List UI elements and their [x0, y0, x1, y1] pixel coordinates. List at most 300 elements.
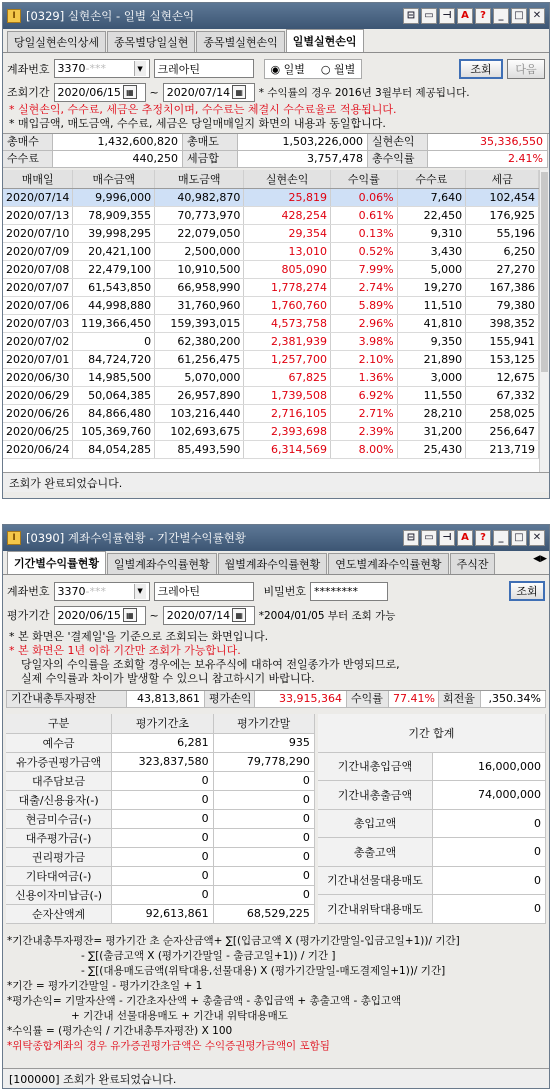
table-cell: 8.00% [330, 440, 397, 458]
note-settlement: * 본 화면은 '결제일'을 기준으로 조회되는 화면입니다. [9, 630, 269, 643]
summary-grid [3, 133, 549, 168]
table-cell: 3,430 [397, 242, 466, 260]
table-cell: 61,256,475 [155, 350, 244, 368]
note-diff: 실제 수익률과 차이가 발생할 수 있으니 참고하시기 바랍니다. [21, 672, 315, 685]
sell-total-value: 1,503,226,000 [238, 134, 368, 151]
table-cell: 0 [213, 847, 314, 866]
tab-bar [3, 551, 549, 575]
chevron-down-icon[interactable]: ▼ [134, 61, 146, 76]
table-cell: 1.36% [330, 368, 397, 386]
table-cell: 61,543,850 [73, 278, 155, 296]
period-row [3, 81, 549, 103]
table-cell: 0 [112, 866, 213, 885]
table-cell: 총입고액 [318, 809, 433, 838]
window-realized-pnl [2, 2, 550, 499]
close-icon[interactable]: ✕ [529, 530, 545, 546]
chevron-left-icon[interactable]: ◀ [533, 554, 541, 564]
table-cell: 41,810 [397, 314, 466, 332]
tab-stock-balance[interactable]: 주식잔 [450, 553, 496, 574]
table-row [6, 866, 314, 885]
table-row[interactable] [3, 296, 539, 314]
turnover-label: 회전율 [439, 691, 481, 708]
account-name-field [154, 582, 254, 601]
table-row[interactable] [3, 350, 539, 368]
table-cell: 11,550 [397, 386, 466, 404]
table-cell: 2020/07/02 [3, 332, 73, 350]
font-icon[interactable]: A [457, 8, 473, 24]
table-cell: 0 [433, 809, 546, 838]
balance-section [6, 714, 546, 924]
minimize-icon[interactable]: _ [493, 530, 509, 546]
table-cell: 2,381,939 [244, 332, 331, 350]
formula-line: + 기간내 선물대용매도 + 기간내 위탁대용매도 [71, 1009, 288, 1022]
table-cell: 16,000,000 [433, 752, 546, 781]
table-cell: 119,366,450 [73, 314, 155, 332]
formula-line: *수익률 = (평가손익 / 기간내총투자평잔) X 100 [7, 1024, 233, 1037]
date-from-value: 2020/06/15 [57, 608, 121, 622]
table-cell: 대주담보금 [6, 771, 112, 790]
table-row[interactable] [3, 440, 539, 458]
table-cell: 13,010 [244, 242, 331, 260]
table-cell: 70,773,970 [155, 206, 244, 224]
table-cell: 428,254 [244, 206, 331, 224]
period-label: 조회기간 [7, 86, 50, 99]
table-cell: 2020/07/07 [3, 278, 73, 296]
table-cell: 22,079,050 [155, 224, 244, 242]
tab-daily-detail[interactable]: 당일실현손익상세 [7, 31, 106, 52]
table-cell: 14,985,500 [73, 368, 155, 386]
table-row[interactable] [3, 188, 539, 206]
tab-yearly-return[interactable]: 연도별계좌수익률현황 [328, 553, 448, 574]
table-cell: 213,719 [466, 440, 539, 458]
tab-monthly-return[interactable]: 월별계좌수익률현황 [218, 553, 328, 574]
rate-label: 수익률 [347, 691, 389, 708]
daily-table [3, 170, 539, 459]
formula-line: *기간내총투자평잔= 평가기간 초 순자산금액+ ∑[(입금고액 X (평가기간말일-입금고일+1))/ 기간] [7, 934, 460, 947]
table-row[interactable] [3, 386, 539, 404]
column-header[interactable]: 매도금액 [155, 170, 244, 188]
table-cell: 9,996,000 [73, 188, 155, 206]
table-cell: 0 [213, 771, 314, 790]
table-cell: 40,982,870 [155, 188, 244, 206]
fee-value: 440,250 [53, 151, 183, 168]
table-row [6, 752, 314, 771]
table-row [6, 885, 314, 904]
radio-daily-label: 일별 [283, 62, 305, 76]
table-cell: 신용이자미납금(-) [6, 885, 112, 904]
table-cell: 6,314,569 [244, 440, 331, 458]
column-header: 구분 [6, 714, 112, 733]
table-cell: 0 [112, 771, 213, 790]
table-cell: 7,640 [397, 188, 466, 206]
table-cell: 0.06% [330, 188, 397, 206]
table-cell: 68,529,225 [213, 904, 314, 923]
screen-icon[interactable]: ▭ [421, 8, 437, 24]
buy-total-label: 총매수 [3, 134, 53, 151]
table-row [6, 809, 314, 828]
table-row[interactable] [3, 314, 539, 332]
table-cell: 44,998,880 [73, 296, 155, 314]
note-same: * 매입금액, 매도금액, 수수료, 세금은 당일매매일지 화면의 내용과 동일합니다. [9, 117, 386, 130]
table-cell: 10,910,500 [155, 260, 244, 278]
vertical-scrollbar[interactable] [539, 170, 549, 472]
table-cell: 0 [213, 809, 314, 828]
table-row[interactable] [3, 224, 539, 242]
tab-daily-realized[interactable]: 일별실현손익 [286, 29, 364, 52]
password-label: 비밀번호 [263, 585, 307, 598]
table-cell: 대출/신용융자(-) [6, 790, 112, 809]
table-cell: 1,778,274 [244, 278, 331, 296]
table-cell: 9,310 [397, 224, 466, 242]
table-cell: 102,693,675 [155, 422, 244, 440]
maximize-icon[interactable]: □ [511, 530, 527, 546]
help-icon[interactable]: ? [475, 530, 491, 546]
table-cell: 2020/07/10 [3, 224, 73, 242]
table-cell: 4,573,758 [244, 314, 331, 332]
table-cell: 2020/07/08 [3, 260, 73, 278]
table-cell: 0 [433, 895, 546, 924]
scroll-thumb[interactable] [541, 172, 548, 372]
table-cell: 20,421,100 [73, 242, 155, 260]
table-cell: 256,647 [466, 422, 539, 440]
table-row [6, 771, 314, 790]
table-cell: 398,352 [466, 314, 539, 332]
table-cell: 0.61% [330, 206, 397, 224]
table-cell: 5,000 [397, 260, 466, 278]
realized-label: 실현손익 [368, 134, 428, 151]
table-cell: 현금미수금(-) [6, 809, 112, 828]
table-cell: 9,350 [397, 332, 466, 350]
table-cell: 22,479,100 [73, 260, 155, 278]
table-row [6, 733, 314, 752]
table-cell: 155,941 [466, 332, 539, 350]
table-cell: 2020/07/03 [3, 314, 73, 332]
table-cell: 기간내총출금액 [318, 781, 433, 810]
screen-icon[interactable]: ▭ [421, 530, 437, 546]
table-row[interactable] [3, 368, 539, 386]
table-cell: 258,025 [466, 404, 539, 422]
title-bar[interactable] [3, 525, 549, 551]
font-icon[interactable]: A [457, 530, 473, 546]
tab-stock-realized[interactable]: 종목별실현손익 [196, 31, 284, 52]
table-row [318, 781, 546, 810]
pin-icon[interactable]: ⊣ [439, 8, 455, 24]
table-cell: 대주평가금(-) [6, 828, 112, 847]
table-cell: 2,716,105 [244, 404, 331, 422]
help-icon[interactable]: ? [475, 8, 491, 24]
table-cell: 2020/06/24 [3, 440, 73, 458]
return-label: 총수익률 [368, 151, 428, 168]
calendar-icon[interactable]: ▦ [232, 608, 246, 622]
table-cell: 2020/07/01 [3, 350, 73, 368]
tab-bar [3, 29, 549, 53]
table-cell: 2020/07/13 [3, 206, 73, 224]
radio-monthly-label: 월별 [334, 62, 356, 76]
table-cell: 2020/07/09 [3, 242, 73, 260]
table-cell: 153,125 [466, 350, 539, 368]
table-cell: 2020/06/30 [3, 368, 73, 386]
account-number: 3370 [57, 584, 86, 598]
table-cell: 총출고액 [318, 838, 433, 867]
account-name-field [154, 59, 254, 78]
table-cell: 28,210 [397, 404, 466, 422]
table-cell: 26,957,890 [155, 386, 244, 404]
table-cell: 2.10% [330, 350, 397, 368]
table-cell: 2020/06/29 [3, 386, 73, 404]
table-row[interactable] [3, 404, 539, 422]
table-cell: 0 [112, 809, 213, 828]
fee-label: 수수료 [3, 151, 53, 168]
table-cell: 순자산액계 [6, 904, 112, 923]
period-note: *2004/01/05 부터 조회 가능 [258, 609, 396, 622]
column-header: 평가기간초 [112, 714, 213, 733]
account-number: 3370 [57, 62, 86, 75]
table-cell: 6.92% [330, 386, 397, 404]
table-cell: 5.89% [330, 296, 397, 314]
pnl-value: 33,915,364 [255, 691, 347, 708]
tax-label: 세금합 [183, 151, 238, 168]
table-cell: 79,778,290 [213, 752, 314, 771]
password-value: ******** [314, 584, 359, 598]
table-cell: 0 [112, 790, 213, 809]
table-cell: 0.52% [330, 242, 397, 260]
window-title: [0390] 계좌수익률현황 - 기간별수익률현황 [26, 531, 246, 545]
column-header[interactable]: 수익률 [330, 170, 397, 188]
table-row [318, 838, 546, 867]
table-cell: 0 [73, 332, 155, 350]
table-cell: 0 [112, 828, 213, 847]
table-row[interactable] [3, 278, 539, 296]
radio-monthly[interactable]: ○ 월별 [320, 62, 356, 76]
table-cell: 1,760,760 [244, 296, 331, 314]
table-cell: 103,216,440 [155, 404, 244, 422]
period-label: 평가기간 [7, 609, 50, 622]
notes [3, 630, 549, 686]
title-bar[interactable] [3, 3, 549, 29]
table-row [6, 828, 314, 847]
table-cell: 176,925 [466, 206, 539, 224]
table-cell: 2020/07/06 [3, 296, 73, 314]
table-cell: 25,430 [397, 440, 466, 458]
chevron-down-icon[interactable]: ▼ [134, 584, 146, 599]
formula-line: *기간 = 평가기간말일 - 평가기간초일 + 1 [7, 979, 203, 992]
table-row [318, 866, 546, 895]
close-icon[interactable]: ✕ [529, 8, 545, 24]
query-button[interactable]: 조회 [459, 59, 503, 79]
tab-daily-return[interactable]: 일별계좌수익률현황 [107, 553, 217, 574]
table-cell: 79,380 [466, 296, 539, 314]
table-cell: 유가증권평가금액 [6, 752, 112, 771]
tab-scroll-arrows[interactable] [533, 554, 547, 564]
account-name: 크레아틴 [157, 585, 201, 598]
table-row[interactable] [3, 242, 539, 260]
minimize-icon[interactable]: _ [493, 8, 509, 24]
app-icon: I [7, 531, 21, 545]
password-field[interactable] [310, 582, 388, 601]
table-cell: 31,760,960 [155, 296, 244, 314]
tab-period-return[interactable]: 기간별수익률현황 [7, 551, 106, 574]
column-header: 평가기간말 [213, 714, 314, 733]
table-cell: 22,450 [397, 206, 466, 224]
table-cell: 0.13% [330, 224, 397, 242]
table-cell: 2.39% [330, 422, 397, 440]
query-button[interactable]: 조회 [509, 581, 545, 601]
account-select[interactable]: 3370 -*** ▼ [54, 582, 150, 601]
avg-balance-value: 43,813,861 [127, 691, 205, 708]
table-row [318, 809, 546, 838]
table-cell: 66,958,990 [155, 278, 244, 296]
table-cell: 6,250 [466, 242, 539, 260]
table-row [318, 752, 546, 781]
date-to-input[interactable] [163, 606, 255, 625]
table-cell: 74,000,000 [433, 781, 546, 810]
table-row[interactable] [3, 332, 539, 350]
window-account-return [2, 524, 550, 1089]
table-cell: 3.98% [330, 332, 397, 350]
table-cell: 1,739,508 [244, 386, 331, 404]
table-cell: 0 [213, 885, 314, 904]
table-cell: 권리평가금 [6, 847, 112, 866]
table-row [6, 790, 314, 809]
link-icon[interactable]: ⊟ [403, 530, 419, 546]
rate-value: 77.41% [389, 691, 439, 708]
calendar-icon[interactable]: ▦ [123, 85, 137, 99]
account-name: 크레아틴 [157, 62, 201, 76]
next-button[interactable]: 다음 [507, 59, 545, 79]
return-summary [6, 690, 546, 708]
table-cell: 102,454 [466, 188, 539, 206]
chevron-right-icon[interactable]: ▶ [540, 554, 547, 564]
date-from-input[interactable] [54, 83, 146, 102]
table-cell: 2,393,698 [244, 422, 331, 440]
table-row [6, 847, 314, 866]
formula-notes [3, 934, 549, 1054]
table-cell: 2,500,000 [155, 242, 244, 260]
calendar-icon[interactable]: ▦ [123, 608, 137, 622]
tax-value: 3,757,478 [238, 151, 368, 168]
table-cell: 2020/06/25 [3, 422, 73, 440]
buy-total-value: 1,432,600,820 [53, 134, 183, 151]
period-note: * 수익률의 경우 2016년 3월부터 제공됩니다. [258, 86, 470, 99]
table-cell: 2020/07/14 [3, 188, 73, 206]
app-icon: I [7, 9, 21, 23]
table-cell: 31,200 [397, 422, 466, 440]
balance-table [6, 714, 315, 924]
column-header[interactable]: 매수금액 [73, 170, 155, 188]
account-select[interactable]: 3370 -*** ▼ [54, 59, 150, 78]
note-today: 당일자의 수익률을 조회할 경우에는 보유주식에 대하여 전일종가가 반영되므로, [21, 658, 400, 671]
period-total-header: 기간 합계 [318, 714, 546, 752]
table-cell: 2020/06/26 [3, 404, 73, 422]
table-cell: 0 [112, 847, 213, 866]
table-cell: 11,510 [397, 296, 466, 314]
tilde: ~ [149, 608, 159, 622]
table-row[interactable] [3, 206, 539, 224]
table-cell: 50,064,385 [73, 386, 155, 404]
pnl-label: 평가손익 [205, 691, 255, 708]
date-from-value: 2020/06/15 [57, 85, 121, 99]
note-one-year: * 본 화면은 1년 이하 기간만 조회가 가능합니다. [9, 644, 241, 657]
table-cell: 78,909,355 [73, 206, 155, 224]
column-header[interactable]: 수수료 [397, 170, 466, 188]
account-row [3, 56, 549, 81]
table-cell: 기타대여금(-) [6, 866, 112, 885]
column-header[interactable]: 세금 [466, 170, 539, 188]
table-cell: 0 [433, 866, 546, 895]
status-text: [100000] 조회가 완료되었습니다. [9, 1072, 177, 1086]
column-header[interactable]: 실현손익 [244, 170, 331, 188]
table-cell: 2.74% [330, 278, 397, 296]
table-cell: 92,613,861 [112, 904, 213, 923]
link-icon[interactable]: ⊟ [403, 8, 419, 24]
table-cell: 85,493,590 [155, 440, 244, 458]
account-label: 계좌번호 [7, 62, 50, 76]
date-from-input[interactable] [54, 606, 146, 625]
return-value: 2.41% [428, 151, 548, 168]
table-cell: 0 [433, 838, 546, 867]
turnover-value: ,350.34% [481, 691, 546, 708]
note-estimate: * 실현손익, 수수료, 세금은 추정치이며, 수수료는 체결시 수수료율로 적용됩니다. [9, 103, 397, 116]
table-cell: 167,386 [466, 278, 539, 296]
table-cell: 기간내선물대용매도 [318, 866, 433, 895]
table-cell: 67,825 [244, 368, 331, 386]
table-cell: 159,393,015 [155, 314, 244, 332]
table-cell: 39,998,295 [73, 224, 155, 242]
status-bar [3, 1068, 549, 1088]
avg-balance-label: 기간내총투자평잔 [7, 691, 127, 708]
table-cell: 5,070,000 [155, 368, 244, 386]
table-cell: 935 [213, 733, 314, 752]
table-cell: 기간내위탁대용매도 [318, 895, 433, 924]
table-cell: 62,380,200 [155, 332, 244, 350]
table-cell: 6,281 [112, 733, 213, 752]
radio-daily[interactable]: ◉ 일별 [270, 62, 305, 76]
table-cell: 29,354 [244, 224, 331, 242]
pin-icon[interactable]: ⊣ [439, 530, 455, 546]
account-label: 계좌번호 [7, 585, 50, 598]
formula-red-note: *위탁종합계좌의 경우 유가증권평가금액은 수익증권평가금액이 포함됨 [7, 1039, 330, 1052]
table-cell: 84,866,480 [73, 404, 155, 422]
date-to-input[interactable] [163, 83, 255, 102]
table-cell: 0 [213, 828, 314, 847]
table-cell: 0 [112, 885, 213, 904]
calendar-icon[interactable]: ▦ [232, 85, 246, 99]
table-cell: 105,369,760 [73, 422, 155, 440]
table-cell: 84,054,285 [73, 440, 155, 458]
period-type-group [264, 59, 363, 79]
table-cell: 67,332 [466, 386, 539, 404]
table-cell: 84,724,720 [73, 350, 155, 368]
maximize-icon[interactable]: □ [511, 8, 527, 24]
period-total-table [318, 714, 546, 924]
daily-table-area [3, 170, 549, 472]
table-row[interactable] [3, 422, 539, 440]
table-cell: 27,270 [466, 260, 539, 278]
date-to-value: 2020/07/14 [166, 85, 231, 99]
status-text: 조회가 완료되었습니다. [9, 476, 123, 490]
account-row [3, 578, 549, 604]
tab-stock-daily[interactable]: 종목별당일실현 [107, 31, 195, 52]
table-cell: 0 [213, 790, 314, 809]
table-cell: 3,000 [397, 368, 466, 386]
table-cell: 55,196 [466, 224, 539, 242]
table-cell: 0 [213, 866, 314, 885]
table-row[interactable] [3, 260, 539, 278]
formula-line: - ∑[(출금고액 X (평가기간말일 - 출금고일+1)) / 기간 ] [81, 949, 336, 962]
tilde: ~ [149, 85, 159, 99]
column-header[interactable]: 매매일 [3, 170, 73, 188]
table-cell: 19,270 [397, 278, 466, 296]
